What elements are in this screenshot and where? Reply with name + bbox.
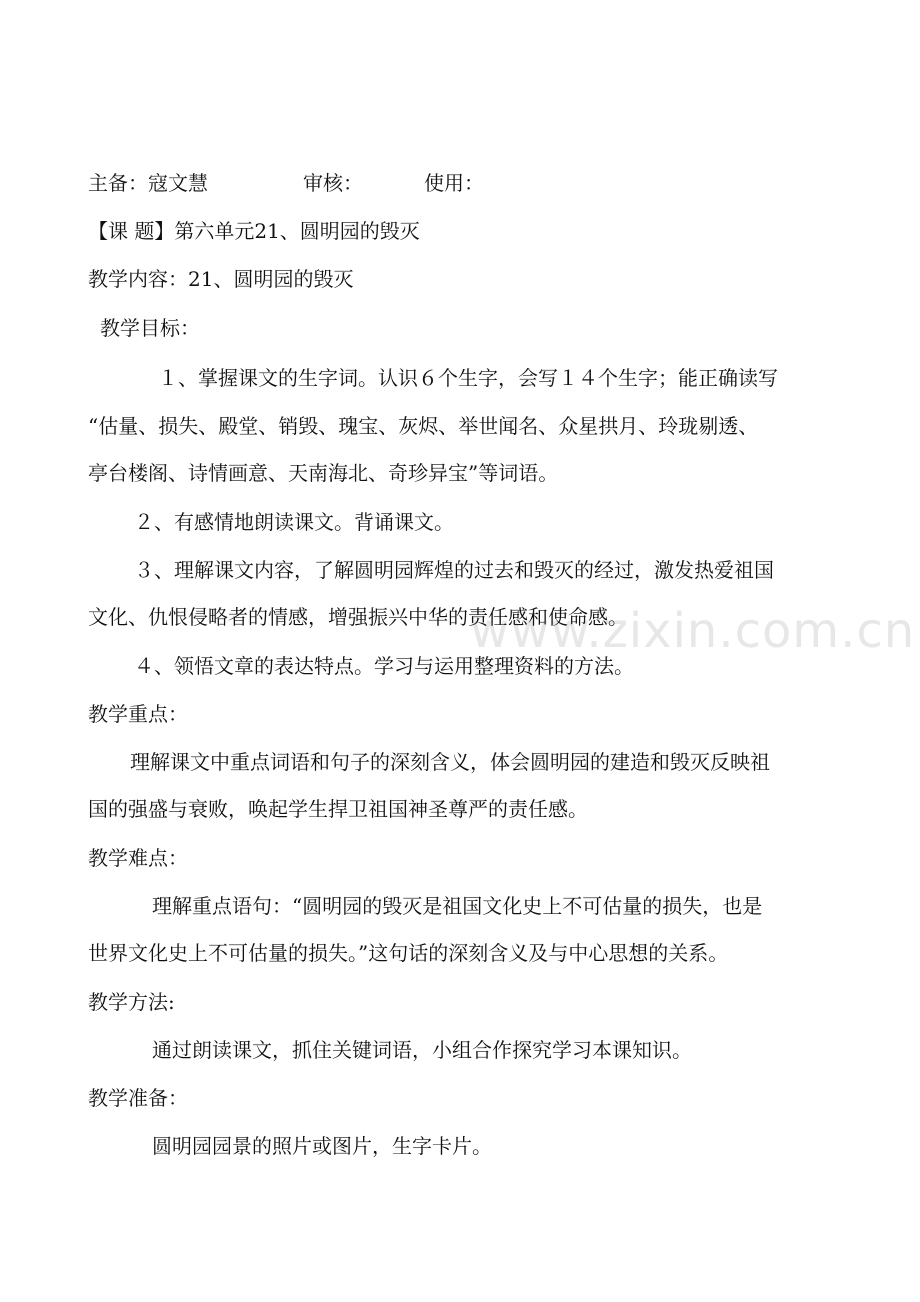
reviewer-label: 审核： — [303, 171, 363, 195]
objective-1-line-1: １、掌握课文的生字词。认识６个生字，会写１４个生字；能正确读写 — [158, 366, 778, 390]
lesson-topic: 【课 题】第六单元21、圆明园的毁灭 — [88, 219, 420, 243]
objective-2: ２、有感情地朗读课文。背诵课文。 — [134, 510, 454, 534]
objective-1-line-2: “估量、损失、殿堂、销毁、瑰宝、灰烬、举世闻名、众星拱月、玲珑剔透、 — [88, 414, 759, 438]
teaching-content: 教学内容：21、圆明园的毁灭 — [88, 267, 354, 291]
objective-4: ４、领悟文章的表达特点。学习与运用整理资料的方法。 — [134, 654, 634, 678]
preparation-line-1: 圆明园园景的照片或图片，生字卡片。 — [152, 1134, 492, 1158]
difficulties-line-1: 理解重点语句：“圆明园的毁灭是祖国文化史上不可估量的损失，也是 — [152, 894, 763, 918]
methods-line-1: 通过朗读课文，抓住关键词语，小组合作探究学习本课知识。 — [152, 1038, 692, 1062]
difficulties-heading: 教学难点： — [88, 846, 188, 870]
objective-3-line-1: ３、理解课文内容，了解圆明园辉煌的过去和毁灭的经过，激发热爱祖国 — [134, 558, 774, 582]
key-points-line-2: 国的强盛与衰败，唤起学生捍卫祖国神圣尊严的责任感。 — [88, 797, 588, 821]
main-prep-label: 主备：寇文慧 — [88, 171, 208, 195]
objective-1-line-3: 亭台楼阁、诗情画意、天南海北、奇珍异宝”等词语。 — [88, 461, 559, 485]
user-label: 使用： — [424, 171, 484, 195]
key-points-line-1: 理解课文中重点词语和句子的深刻含义，体会圆明园的建造和毁灭反映祖 — [130, 750, 770, 774]
objective-3-line-2: 文化、仇恨侵略者的情感，增强振兴中华的责任感和使命感。 — [88, 605, 628, 629]
difficulties-line-2: 世界文化史上不可估量的损失。”这句话的深刻含义及与中心思想的关系。 — [88, 941, 729, 965]
watermark-text: www.zixin.com.cn — [470, 603, 916, 659]
objectives-heading: 教学目标： — [100, 316, 200, 340]
key-points-heading: 教学重点： — [88, 702, 188, 726]
preparation-heading: 教学准备： — [88, 1086, 188, 1110]
methods-heading: 教学方法: — [88, 990, 175, 1014]
